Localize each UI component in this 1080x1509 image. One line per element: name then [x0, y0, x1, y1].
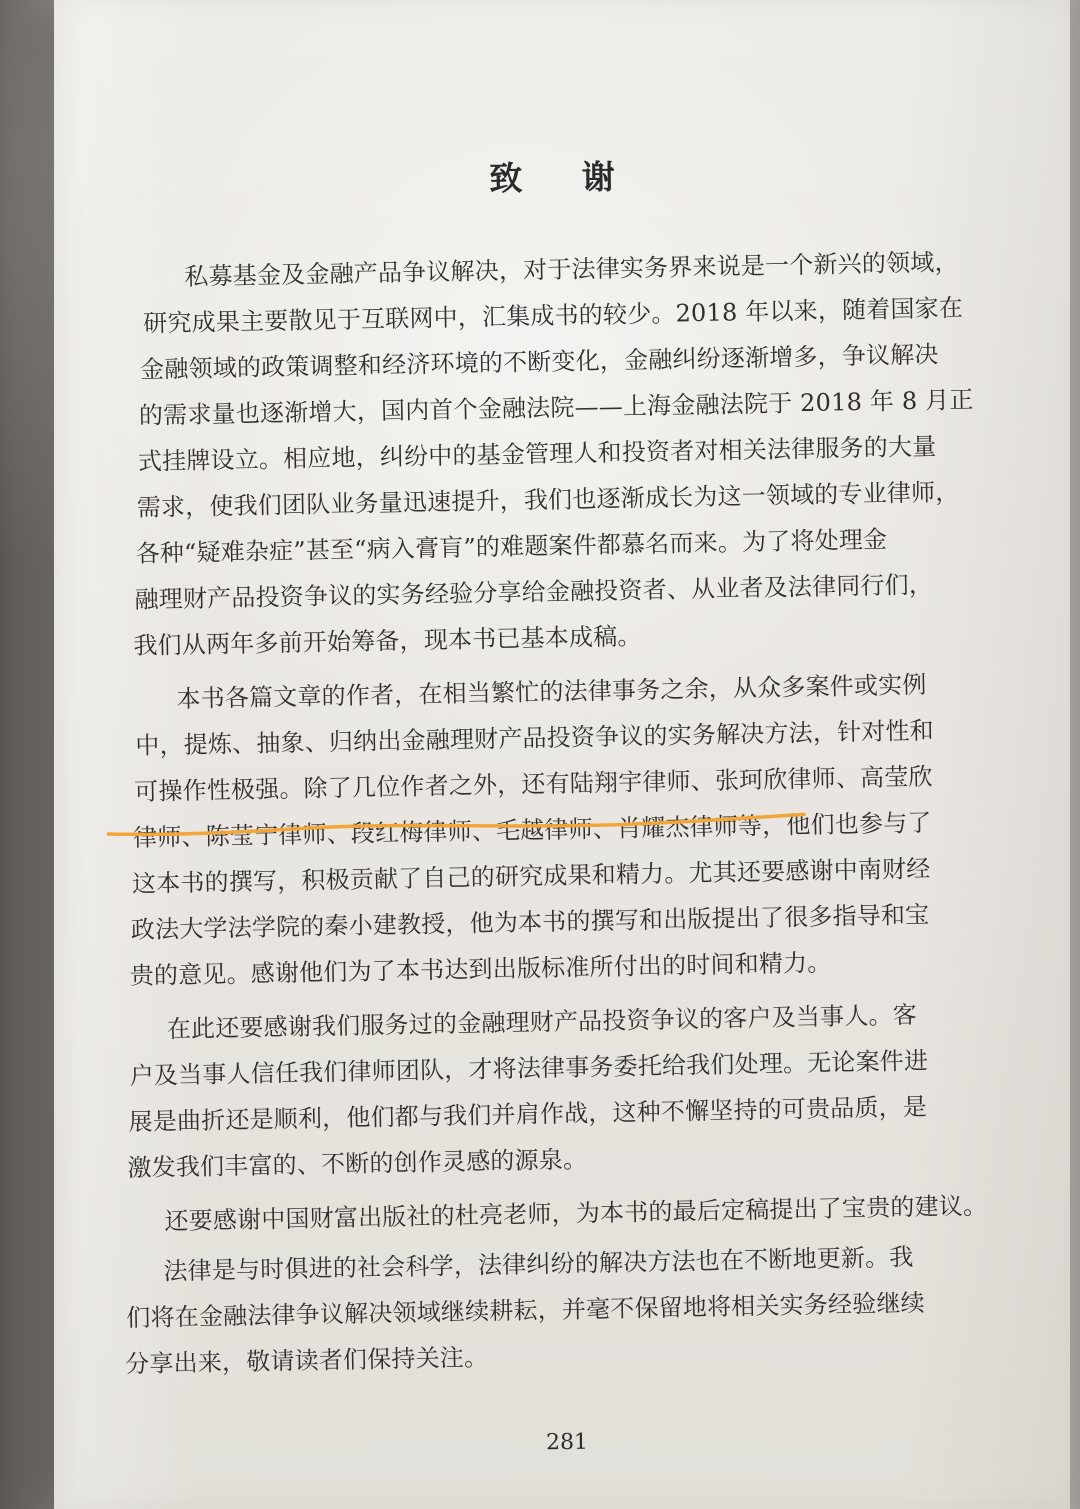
text-line: 这本书的撰写，积极贡献了自己的研究成果和精力。尤其还要感谢中南财经 [131, 854, 931, 898]
book-page [54, 0, 1070, 1509]
text-line: 式挂牌设立。相应地，纠纷中的基金管理人和投资者对相关法律服务的大量 [137, 432, 937, 476]
text-line: 中，提炼、抽象、归纳出金融理财产品投资争议的实务解决方法，针对性和 [135, 716, 935, 760]
text-line: 法律是与时俱进的社会科学，法律纠纷的解决方法也在不断地更新。我 [163, 1243, 914, 1286]
page-number: 281 [545, 1429, 589, 1456]
page-title: 致 谢 [489, 156, 640, 199]
text-line: 研究成果主要散见于互联网中，汇集成书的较少。2018 年以来，随着国家在 [142, 293, 964, 338]
text-line: 们将在金融法律争议解决领域继续耕耘，并毫不保留地将相关实务经验继续 [126, 1288, 926, 1333]
main-body [124, 241, 1026, 1379]
text-line: 贵的意见。感谢他们为了本书达到出版标准所付出的时间和精力。 [129, 948, 832, 991]
text-line: 融理财产品投资争议的实务经验分享给金融投资者、从业者及法律同行们， [134, 570, 934, 614]
text-line: 金融领域的政策调整和经济环境的不断变化，金融纠纷逐渐增多，争议解决 [139, 340, 939, 384]
highlighted-line: 律师、陈莹宁律师、段红梅律师、毛越律师、肖耀杰律师等，他们也参与了 [132, 808, 932, 852]
text-line: 激发我们丰富的、不断的创作灵感的源泉。 [127, 1145, 588, 1183]
text-line: 我们从两年多前开始筹备，现本书已基本成稿。 [133, 622, 642, 660]
text-line: 在此还要感谢我们服务过的金融理财产品投资争议的客户及当事人。客 [166, 1000, 918, 1044]
text-line: 本书各篇文章的作者，在相当繁忙的法律事务之余，从众多案件或实例 [176, 670, 927, 714]
text-line: 展是曲折还是顺利，他们都与我们并肩作战，这种不懈坚持的可贵品质，是 [128, 1092, 928, 1137]
text-line: 需求，使我们团队业务量迅速提升，我们也逐渐成长为这一领域的专业律师， [136, 478, 960, 522]
text-line: 政法大学法学院的秦小建教授，他为本书的撰写和出版提出了很多指导和宝 [130, 900, 930, 945]
text-line: 各种“疑难杂症”甚至“病入膏肓”的难题案件都慕名而来。为了将处理金 [135, 525, 888, 568]
text-line: 的需求量也逐渐增大，国内首个金融法院——上海金融法院于 2018 年 8 月正 [138, 385, 974, 430]
text-line: 还要感谢中国财富出版社的杜亮老师，为本书的最后定稿提出了宝贵的建议。 [164, 1191, 988, 1236]
text-line: 户及当事人信任我们律师团队，才将法律事务委托给我们处理。无论案件进 [129, 1046, 929, 1091]
text-line: 私募基金及金融产品争议解决，对于法律实务界来说是一个新兴的领域， [184, 248, 959, 291]
text-line: 分享出来，敬请读者们保持关注。 [124, 1343, 489, 1379]
text-line: 可操作性极强。除了几位作者之外，还有陆翔宇律师、张珂欣律师、高莹欣 [133, 762, 933, 806]
